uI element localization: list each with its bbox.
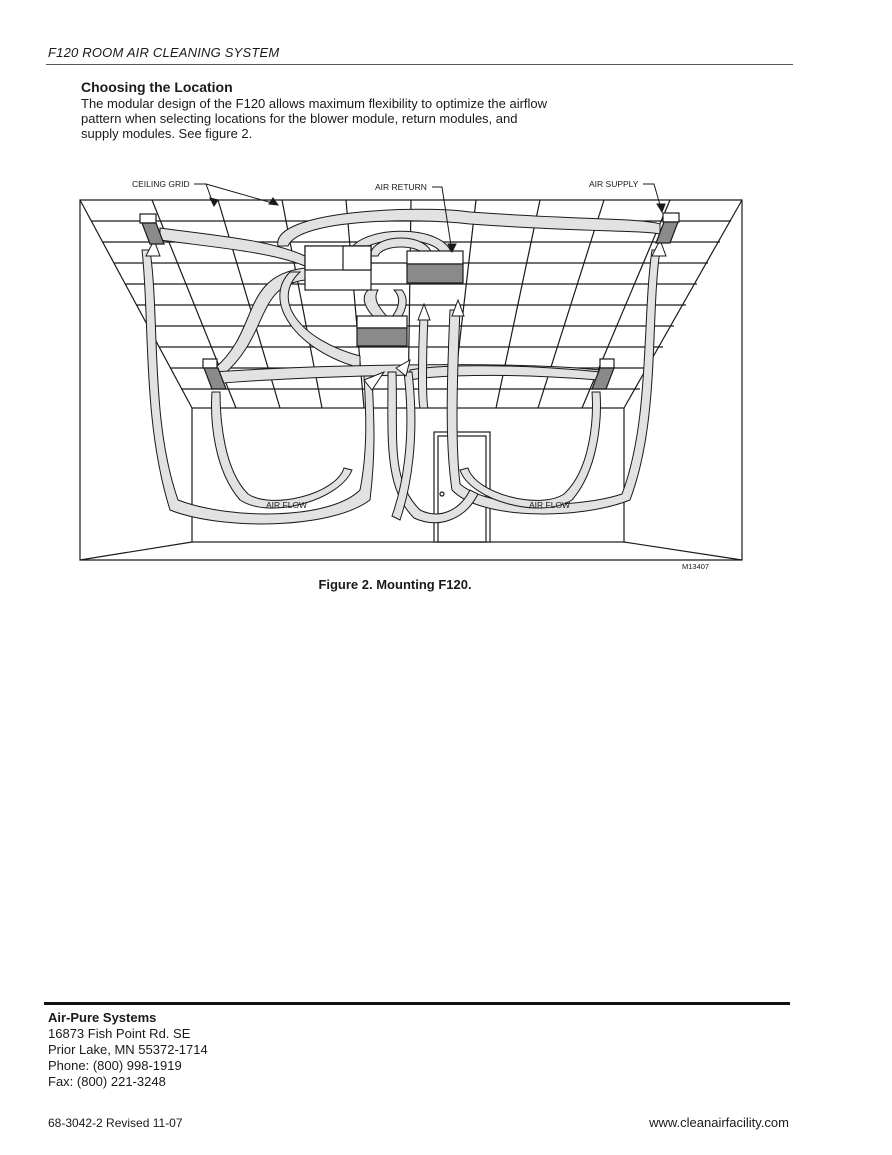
website-link[interactable]: www.cleanairfacility.com	[649, 1115, 789, 1130]
address-line: 16873 Fish Point Rd. SE	[48, 1026, 191, 1041]
drawing-number: M13407	[682, 562, 710, 571]
air-return-label: AIR RETURN	[375, 182, 427, 192]
ceiling-grid-label: CEILING GRID	[132, 179, 190, 189]
phone-line: Phone: (800) 998-1919	[48, 1058, 182, 1073]
air-supply-label: AIR SUPPLY	[589, 179, 639, 189]
air-flow-left-label: AIR FLOW	[266, 500, 308, 510]
air-flow-right-label: AIR FLOW	[529, 500, 571, 510]
body-line: pattern when selecting locations for the blower module, return modules, and	[81, 111, 518, 126]
fax-line: Fax: (800) 221-3248	[48, 1074, 166, 1089]
address-line: Prior Lake, MN 55372-1714	[48, 1042, 208, 1057]
footer-address	[48, 1010, 208, 1090]
company-name: Air-Pure Systems	[48, 1010, 157, 1025]
document-number: 68-3042-2 Revised 11-07	[48, 1116, 183, 1130]
section-heading: Choosing the Location	[81, 79, 233, 95]
footer-divider	[44, 1002, 790, 1005]
figure-caption: Figure 2. Mounting F120.	[318, 577, 472, 592]
body-line: supply modules. See figure 2.	[81, 126, 253, 141]
body-line: The modular design of the F120 allows maximum flexibility to optimize the airflow	[81, 96, 548, 111]
header-title: F120 ROOM AIR CLEANING SYSTEM	[48, 45, 280, 60]
